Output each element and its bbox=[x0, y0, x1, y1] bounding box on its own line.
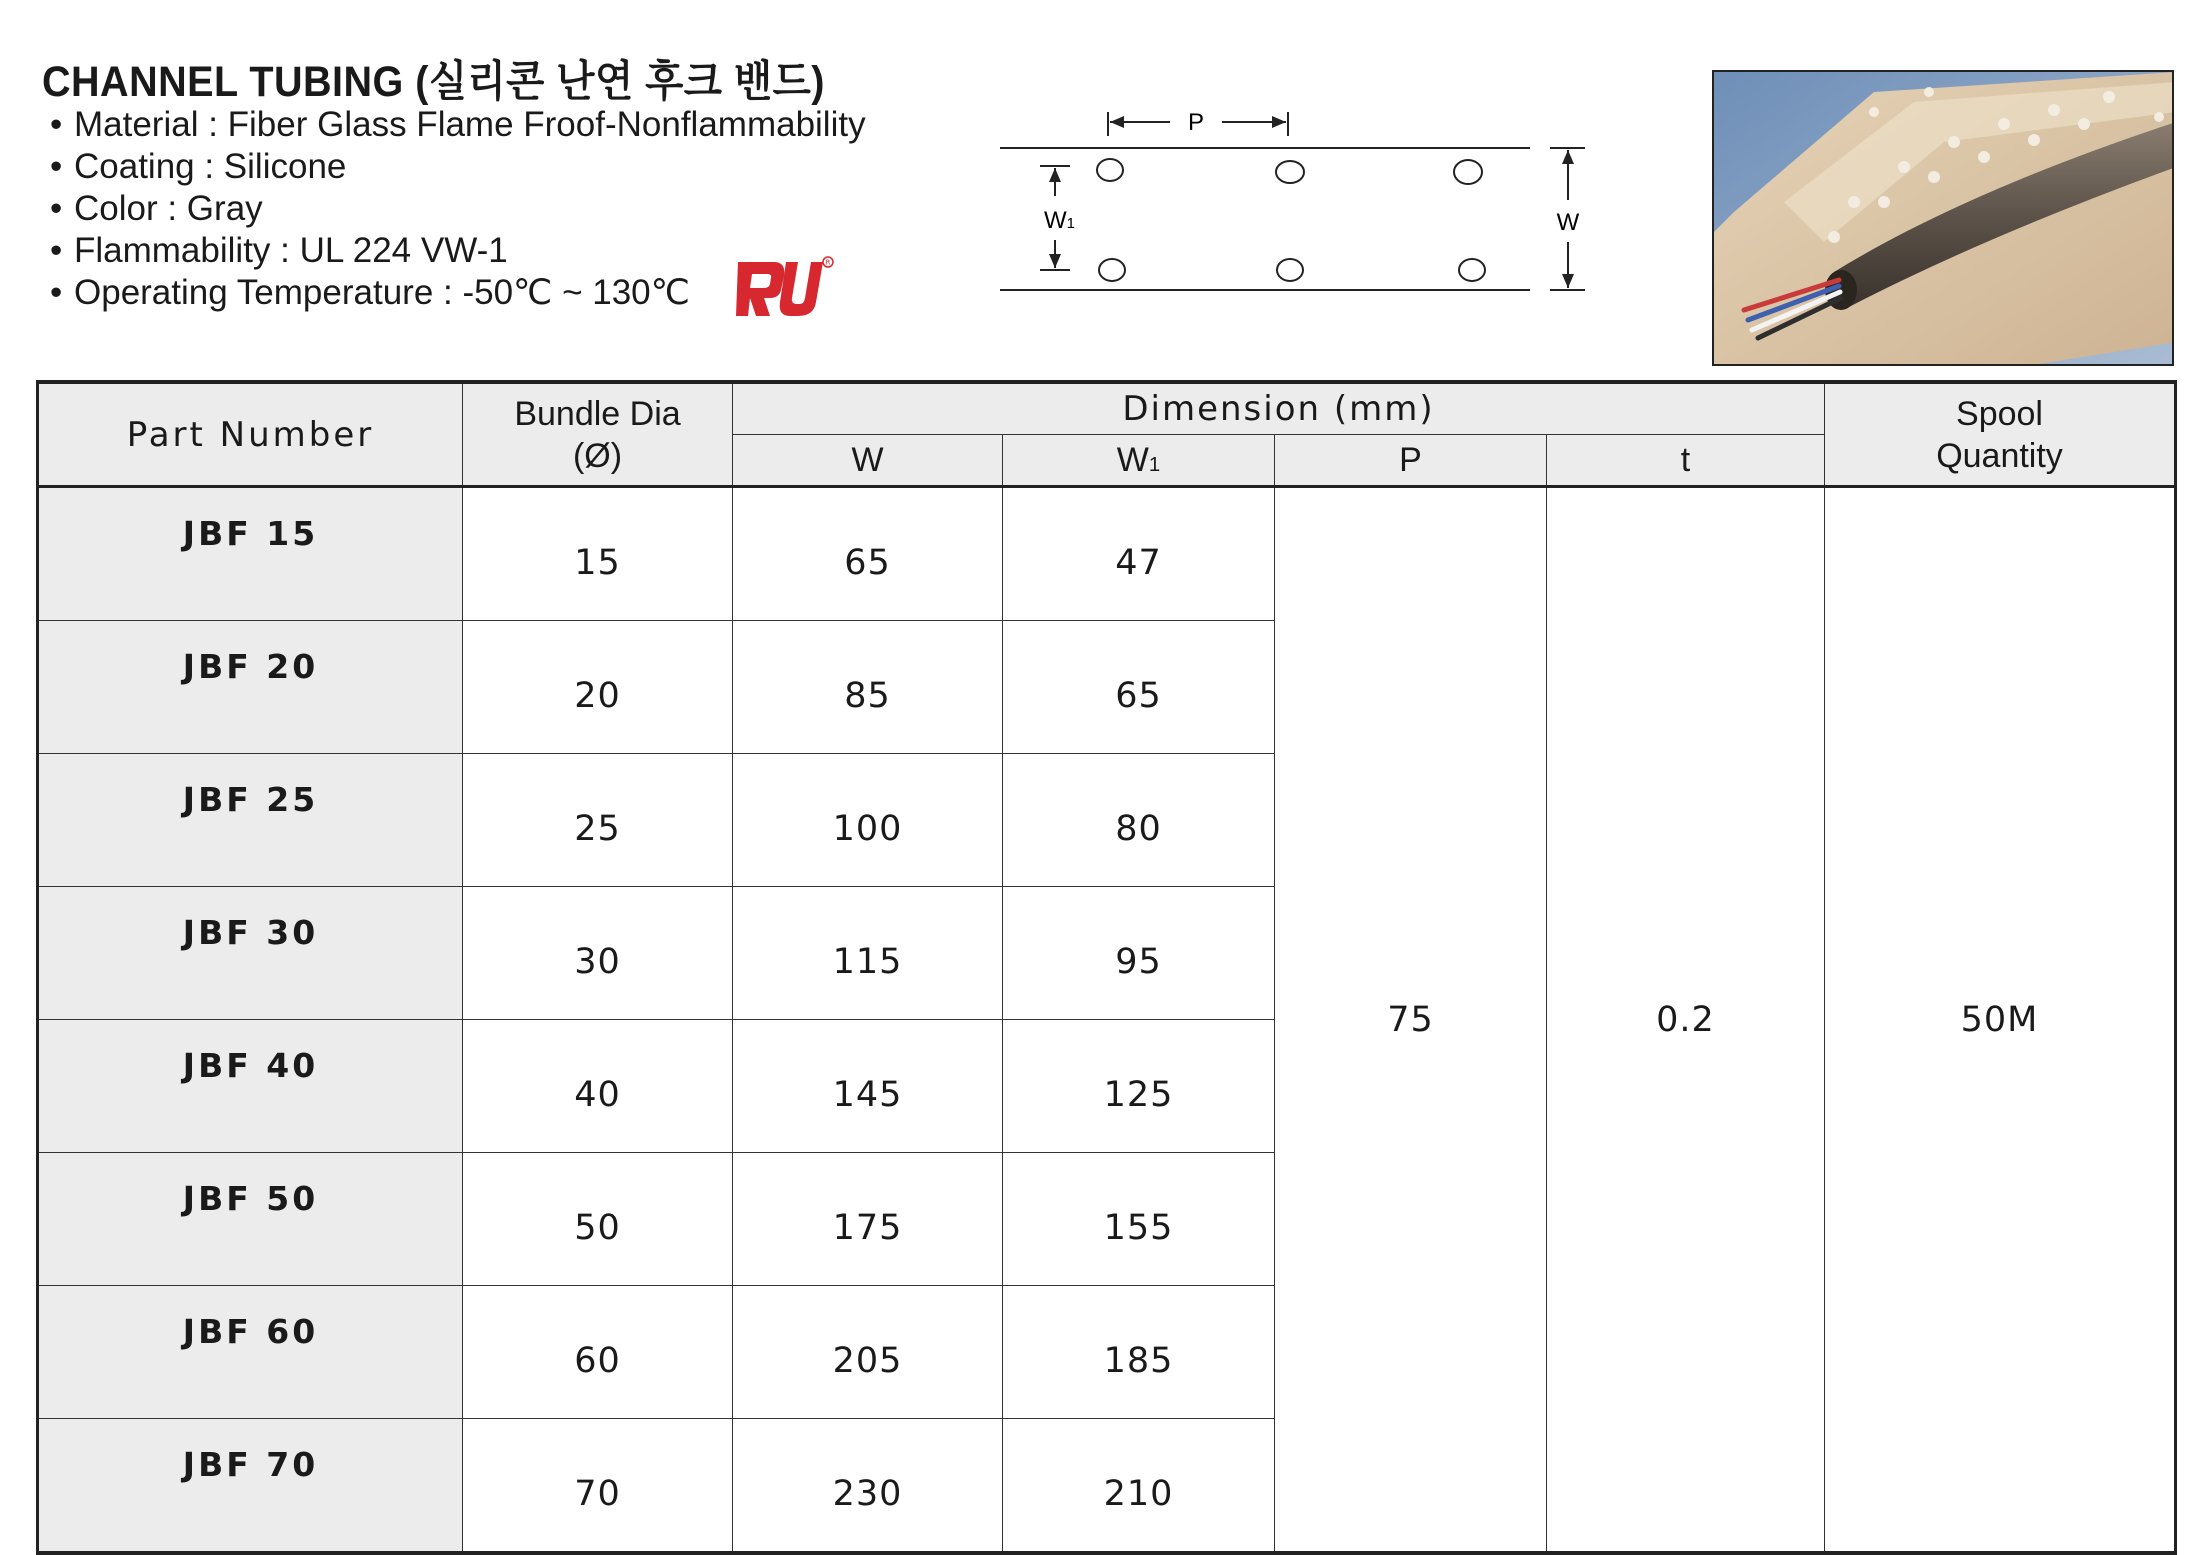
header-p: P bbox=[1275, 435, 1547, 487]
bundle-dia-cell: 40 bbox=[463, 1020, 733, 1153]
w1-cell: 185 bbox=[1003, 1286, 1275, 1419]
bundle-dia-cell: 25 bbox=[463, 754, 733, 887]
part-number-cell: JBF 20 bbox=[38, 621, 463, 754]
bundle-dia-cell: 60 bbox=[463, 1286, 733, 1419]
w-cell: 230 bbox=[733, 1419, 1003, 1554]
w-cell: 65 bbox=[733, 487, 1003, 621]
svg-text:R: R bbox=[825, 258, 831, 267]
part-number-cell: JBF 50 bbox=[38, 1153, 463, 1286]
w1-cell: 210 bbox=[1003, 1419, 1275, 1554]
page-title: CHANNEL TUBING (실리콘 난연 후크 밴드) bbox=[42, 58, 825, 106]
channel-tubing-photo bbox=[1712, 70, 2174, 366]
w-cell: 85 bbox=[733, 621, 1003, 754]
diagram-p-label: P bbox=[1187, 109, 1205, 136]
header-dimension: Dimension (mm) bbox=[733, 382, 1825, 435]
bundle-dia-cell: 50 bbox=[463, 1153, 733, 1286]
header-w: W bbox=[733, 435, 1003, 487]
spool-quantity-cell: 50M bbox=[1825, 487, 2176, 1554]
ul-recognized-logo-icon bbox=[734, 254, 834, 329]
w1-cell: 47 bbox=[1003, 487, 1275, 621]
header-bundle-dia: Bundle Dia (Ø) bbox=[463, 382, 733, 487]
bundle-dia-cell: 20 bbox=[463, 621, 733, 754]
spec-material: • Material : Fiber Glass Flame Froof-Nonflammability bbox=[50, 104, 866, 146]
header-part-number: Part Number bbox=[38, 382, 463, 487]
header-w1: W1 bbox=[1003, 435, 1275, 487]
diagram-w-label: W bbox=[1556, 209, 1580, 236]
tubing-dimension-diagram bbox=[1000, 100, 1620, 305]
w-cell: 175 bbox=[733, 1153, 1003, 1286]
w1-cell: 80 bbox=[1003, 754, 1275, 887]
part-number-cell: JBF 60 bbox=[38, 1286, 463, 1419]
bundle-dia-cell: 30 bbox=[463, 887, 733, 1020]
diagram-w1-label: W1 bbox=[1044, 207, 1075, 234]
w1-cell: 95 bbox=[1003, 887, 1275, 1020]
p-cell: 75 bbox=[1275, 487, 1547, 1554]
spec-operating-temperature: • Operating Temperature : -50℃ ~ 130℃ bbox=[50, 272, 866, 314]
bundle-dia-cell: 15 bbox=[463, 487, 733, 621]
w-cell: 205 bbox=[733, 1286, 1003, 1419]
part-number-cell: JBF 25 bbox=[38, 754, 463, 887]
part-number-cell: JBF 70 bbox=[38, 1419, 463, 1554]
bundle-dia-cell: 70 bbox=[463, 1419, 733, 1554]
w1-cell: 65 bbox=[1003, 621, 1275, 754]
spec-table bbox=[36, 380, 2177, 1555]
header-spool-quantity: Spool Quantity bbox=[1825, 382, 2176, 487]
part-number-cell: JBF 40 bbox=[38, 1020, 463, 1153]
w1-cell: 155 bbox=[1003, 1153, 1275, 1286]
w-cell: 100 bbox=[733, 754, 1003, 887]
w-cell: 145 bbox=[733, 1020, 1003, 1153]
spec-flammability: • Flammability : UL 224 VW-1 bbox=[50, 230, 866, 272]
spec-coating: • Coating : Silicone bbox=[50, 146, 866, 188]
part-number-cell: JBF 30 bbox=[38, 887, 463, 1020]
header-t: t bbox=[1547, 435, 1825, 487]
spec-color: • Color : Gray bbox=[50, 188, 866, 230]
w-cell: 115 bbox=[733, 887, 1003, 1020]
w1-cell: 125 bbox=[1003, 1020, 1275, 1153]
t-cell: 0.2 bbox=[1547, 487, 1825, 1554]
table-row bbox=[38, 487, 2176, 621]
part-number-cell: JBF 15 bbox=[38, 487, 463, 621]
